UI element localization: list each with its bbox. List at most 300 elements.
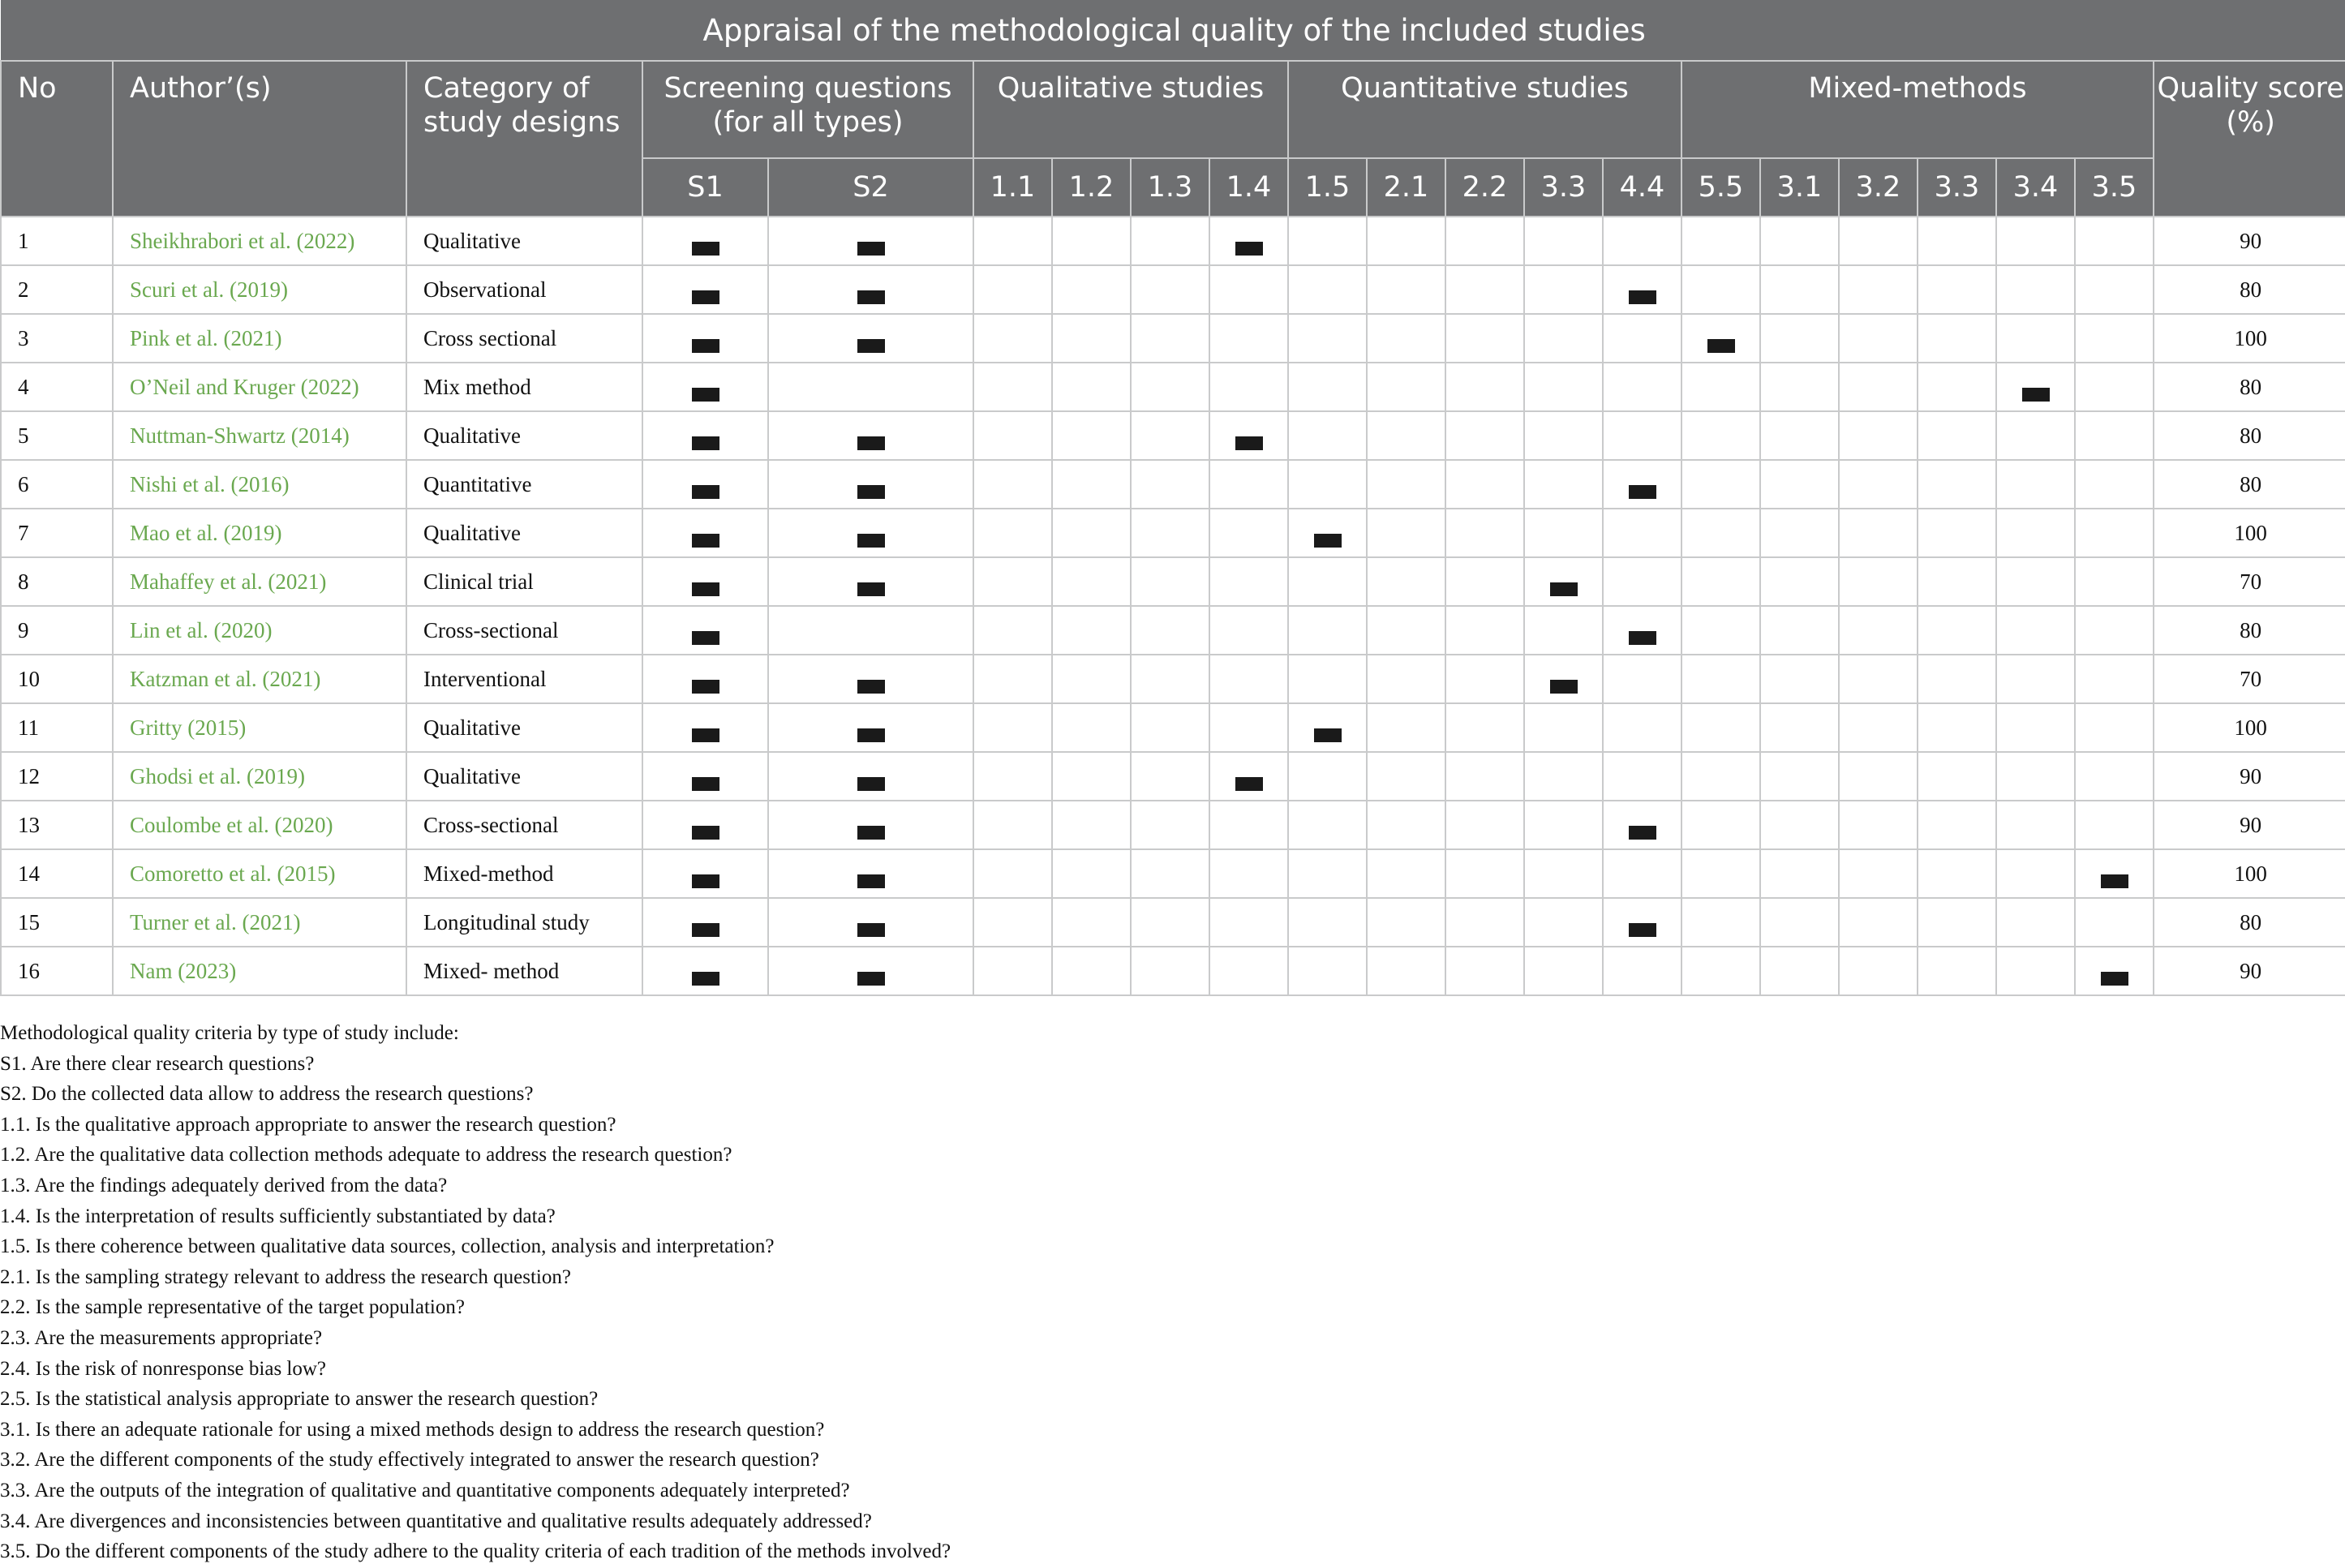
criterion-met-mark [692,631,719,645]
criterion-cell [1131,801,1209,849]
criterion-cell [1681,460,1760,509]
criterion-cell [1052,752,1131,801]
criterion-cell [1681,947,1760,995]
quality-score: 80 [2154,460,2345,509]
criterion-cell [1445,898,1524,947]
row-number: 7 [1,509,113,557]
criterion-cell [2075,557,2154,606]
criterion-cell [1760,314,1839,363]
criterion-cell [1603,265,1681,314]
criterion-cell [1288,509,1367,557]
quality-score: 100 [2154,849,2345,898]
criterion-met-mark [692,485,719,499]
quality-score: 90 [2154,947,2345,995]
criterion-cell [1839,509,1918,557]
criterion-cell [1367,363,1445,411]
criterion-cell [1367,801,1445,849]
row-number: 5 [1,411,113,460]
criterion-cell [1288,703,1367,752]
criterion-note: 2.3. Are the measurements appropriate? [0,1326,323,1349]
criterion-cell [1209,849,1288,898]
criterion-cell [1367,411,1445,460]
author-link[interactable]: O’Neil and Kruger (2022) [113,363,406,411]
criterion-cell [973,411,1052,460]
criterion-met-mark [2022,388,2050,402]
criterion-cell [768,557,973,606]
header-category: Category of study designs [406,61,642,217]
criterion-cell [973,314,1052,363]
criterion-cell [1367,314,1445,363]
subheader-5: 1.4 [1209,158,1288,217]
criterion-cell [1918,849,1996,898]
criterion-cell [1445,217,1524,265]
criterion-note: 2.4. Is the risk of nonresponse bias low? [0,1357,327,1380]
table-body [1,217,2345,995]
criterion-cell [1524,849,1603,898]
criterion-cell [1367,947,1445,995]
author-link[interactable]: Nuttman-Shwartz (2014) [113,411,406,460]
criterion-cell [1367,265,1445,314]
quality-score: 90 [2154,217,2345,265]
criterion-met-mark [692,826,719,840]
criterion-cell [1131,314,1209,363]
criterion-cell [1760,849,1839,898]
criterion-cell [1603,363,1681,411]
criterion-cell [973,265,1052,314]
criterion-cell [1681,655,1760,703]
criterion-cell [768,655,973,703]
criterion-cell [1445,655,1524,703]
criterion-cell [1445,509,1524,557]
criterion-cell [1288,947,1367,995]
criterion-cell [1839,849,1918,898]
criterion-cell [1367,849,1445,898]
subheader-16: 3.5 [2075,158,2154,217]
criterion-met-mark [2101,874,2128,888]
criterion-cell [973,363,1052,411]
criterion-cell [1918,509,1996,557]
criterion-cell [642,363,768,411]
criterion-cell [1131,557,1209,606]
author-link[interactable]: Katzman et al. (2021) [113,655,406,703]
author-link[interactable]: Coulombe et al. (2020) [113,801,406,849]
criterion-cell [768,217,973,265]
table-row [1,460,2345,509]
criterion-cell [2075,898,2154,947]
criterion-cell [1839,363,1918,411]
criterion-cell [768,265,973,314]
criterion-cell [1288,363,1367,411]
criterion-cell [1288,557,1367,606]
quality-score: 100 [2154,314,2345,363]
author-link[interactable]: Gritty (2015) [113,703,406,752]
criterion-cell [1760,557,1839,606]
criterion-cell [1760,411,1839,460]
criterion-cell [1445,363,1524,411]
criterion-cell [768,898,973,947]
criterion-cell [1052,265,1131,314]
criterion-met-mark [692,777,719,791]
criterion-cell [1839,557,1918,606]
criterion-cell [1367,606,1445,655]
author-link[interactable]: Scuri et al. (2019) [113,265,406,314]
criterion-cell [1996,363,2075,411]
criterion-cell [1996,801,2075,849]
criterion-cell [1996,898,2075,947]
table-row [1,411,2345,460]
criterion-cell [1760,606,1839,655]
criterion-cell [1681,606,1760,655]
criterion-note: 1.3. Are the findings adequately derived from the data? [0,1174,448,1196]
criterion-cell [1839,265,1918,314]
criterion-cell [1288,849,1367,898]
study-category: Interventional [406,655,642,703]
criterion-cell [768,411,973,460]
criterion-cell [1524,703,1603,752]
criterion-cell [1918,265,1996,314]
criterion-cell [1445,801,1524,849]
criterion-met-mark [857,728,885,742]
criterion-cell [1367,655,1445,703]
criterion-cell [1524,752,1603,801]
criterion-note: 3.3. Are the outputs of the integration of qualitative and quantitative components adequately interpreted? [0,1479,850,1501]
criterion-met-mark [1314,728,1342,742]
criterion-cell [1052,801,1131,849]
criterion-cell [768,460,973,509]
criterion-cell [642,217,768,265]
criterion-note: S1. Are there clear research questions? [0,1052,315,1075]
criterion-cell [1760,752,1839,801]
study-category: Mixed-method [406,849,642,898]
author-link[interactable]: Pink et al. (2021) [113,314,406,363]
criterion-cell [2075,655,2154,703]
subheader-2: 1.1 [973,158,1052,217]
criterion-cell [1603,703,1681,752]
criterion-cell [1288,314,1367,363]
criterion-cell [1603,947,1681,995]
study-category: Qualitative [406,411,642,460]
header-qualitative-studies: Qualitative studies [973,61,1288,158]
criterion-met-mark [1707,339,1735,353]
criterion-cell [1760,703,1839,752]
table-row [1,703,2345,752]
author-link[interactable]: Nam (2023) [113,947,406,995]
criterion-met-mark [857,582,885,596]
criterion-cell [1996,411,2075,460]
subheader-8: 2.2 [1445,158,1524,217]
author-link[interactable]: Nishi et al. (2016) [113,460,406,509]
criterion-cell [1209,314,1288,363]
criterion-cell [1052,460,1131,509]
table-row [1,655,2345,703]
criterion-note: 1.5. Is there coherence between qualitative data sources, collection, analysis and interpretation? [0,1235,775,1258]
criterion-cell [1131,947,1209,995]
criterion-cell [1918,411,1996,460]
criterion-cell [973,606,1052,655]
criterion-cell [768,314,973,363]
quality-score: 90 [2154,752,2345,801]
criterion-met-mark [1629,290,1656,304]
criterion-cell [1524,655,1603,703]
criterion-cell [1367,898,1445,947]
criterion-cell [1603,557,1681,606]
criterion-cell [1996,557,2075,606]
criterion-cell [1209,947,1288,995]
criterion-cell [1367,460,1445,509]
row-number: 8 [1,557,113,606]
criterion-met-mark [692,680,719,694]
criterion-cell [1131,703,1209,752]
criterion-cell [1918,606,1996,655]
criterion-cell [973,801,1052,849]
criterion-cell [1760,460,1839,509]
criterion-cell [768,363,973,411]
criterion-note: 3.4. Are divergences and inconsistencies between quantitative and qualitative results adequately addressed? [0,1510,872,1532]
criterion-cell [1052,655,1131,703]
criterion-cell [973,509,1052,557]
header-author: Author’(s) [113,61,406,217]
criterion-cell [1288,801,1367,849]
criterion-cell [1367,703,1445,752]
criterion-cell [1524,217,1603,265]
criterion-cell [1918,898,1996,947]
criterion-cell [973,947,1052,995]
criterion-met-mark [692,339,719,353]
criterion-cell [1445,557,1524,606]
criterion-note: 2.5. Is the statistical analysis appropriate to answer the research question? [0,1388,599,1411]
criterion-cell [1052,509,1131,557]
criterion-cell [1524,363,1603,411]
study-category: Mixed- method [406,947,642,995]
subheader-3: 1.2 [1052,158,1131,217]
criterion-cell [973,752,1052,801]
criterion-cell [1524,606,1603,655]
criterion-cell [1052,947,1131,995]
criterion-cell [1524,509,1603,557]
criterion-cell [1681,509,1760,557]
criterion-cell [768,849,973,898]
table-row [1,849,2345,898]
criterion-met-mark [1550,582,1578,596]
author-link[interactable]: Mao et al. (2019) [113,509,406,557]
criterion-cell [1131,363,1209,411]
criterion-cell [1209,655,1288,703]
criterion-cell [1996,509,2075,557]
criterion-met-mark [692,728,719,742]
criterion-cell [1603,509,1681,557]
criterion-cell [642,752,768,801]
criterion-cell [1681,801,1760,849]
criterion-cell [1760,801,1839,849]
criterion-cell [1367,752,1445,801]
criterion-cell [1681,411,1760,460]
criterion-cell [1839,217,1918,265]
criterion-cell [1052,557,1131,606]
table-row [1,947,2345,995]
criterion-cell [1288,898,1367,947]
criterion-cell [642,801,768,849]
criterion-cell [1760,898,1839,947]
subheader-6: 1.5 [1288,158,1367,217]
row-number: 11 [1,703,113,752]
criterion-cell [1839,411,1918,460]
subheader-7: 2.1 [1367,158,1445,217]
criterion-cell [1131,411,1209,460]
criterion-met-mark [857,972,885,986]
criterion-cell [1918,460,1996,509]
criterion-cell [1445,265,1524,314]
criterion-cell [1052,849,1131,898]
notes-intro: Methodological quality criteria by type of study include: [0,1022,459,1044]
criterion-cell [1288,752,1367,801]
criterion-cell [1839,752,1918,801]
criterion-cell [1445,606,1524,655]
table-row [1,752,2345,801]
criterion-cell [973,557,1052,606]
criterion-cell [1603,655,1681,703]
study-category: Observational [406,265,642,314]
subheader-14: 3.3 [1918,158,1996,217]
subheader-0: S1 [642,158,768,217]
criteria-notes [0,1018,2345,1567]
criterion-cell [1131,509,1209,557]
criterion-note: 3.2. Are the different components of the study effectively integrated to answer the research question? [0,1449,819,1471]
study-category: Mix method [406,363,642,411]
criterion-note: 1.4. Is the interpretation of results sufficiently substantiated by data? [0,1205,556,1227]
criterion-cell [2075,947,2154,995]
row-number: 4 [1,363,113,411]
row-number: 9 [1,606,113,655]
criterion-cell [642,509,768,557]
study-category: Longitudinal study [406,898,642,947]
criterion-met-mark [2101,972,2128,986]
criterion-met-mark [1235,242,1263,256]
author-link[interactable]: Turner et al. (2021) [113,898,406,947]
table-row [1,801,2345,849]
author-link[interactable]: Lin et al. (2020) [113,606,406,655]
criterion-cell [1603,752,1681,801]
criterion-met-mark [1629,485,1656,499]
criterion-cell [1367,217,1445,265]
criterion-cell [642,898,768,947]
criterion-cell [1445,752,1524,801]
criterion-cell [1760,363,1839,411]
criterion-cell [1052,898,1131,947]
criterion-cell [2075,363,2154,411]
criterion-met-mark [857,534,885,548]
criterion-cell [768,703,973,752]
criterion-cell [1052,411,1131,460]
criterion-met-mark [692,436,719,450]
criterion-cell [1367,509,1445,557]
criterion-cell [973,898,1052,947]
criterion-cell [973,703,1052,752]
criterion-cell [1288,606,1367,655]
criterion-cell [642,411,768,460]
quality-score: 80 [2154,898,2345,947]
criterion-cell [1524,411,1603,460]
criterion-cell [1996,217,2075,265]
quality-score: 80 [2154,411,2345,460]
row-number: 3 [1,314,113,363]
criterion-met-mark [1550,680,1578,694]
criterion-cell [1209,411,1288,460]
criterion-cell [768,509,973,557]
criterion-cell [1052,363,1131,411]
criterion-cell [1760,509,1839,557]
criterion-cell [2075,606,2154,655]
row-number: 13 [1,801,113,849]
study-category: Cross sectional [406,314,642,363]
criterion-cell [1524,265,1603,314]
author-link[interactable]: Comoretto et al. (2015) [113,849,406,898]
criterion-met-mark [857,242,885,256]
criterion-cell [1288,265,1367,314]
criterion-cell [2075,801,2154,849]
criterion-cell [1209,801,1288,849]
table-row [1,557,2345,606]
criterion-met-mark [1314,534,1342,548]
criterion-cell [1760,947,1839,995]
criterion-cell [1918,557,1996,606]
criterion-cell [642,655,768,703]
criterion-met-mark [692,534,719,548]
criterion-cell [1288,655,1367,703]
criterion-met-mark [857,339,885,353]
author-link[interactable]: Mahaffey et al. (2021) [113,557,406,606]
criterion-cell [642,557,768,606]
criterion-note: S2. Do the collected data allow to address the research questions? [0,1083,534,1106]
criterion-cell [1603,217,1681,265]
criterion-cell [1681,265,1760,314]
criterion-cell [1839,801,1918,849]
criterion-cell [642,849,768,898]
subheader-15: 3.4 [1996,158,2075,217]
author-link[interactable]: Sheikhrabori et al. (2022) [113,217,406,265]
row-number: 12 [1,752,113,801]
criterion-cell [1209,265,1288,314]
study-category: Qualitative [406,217,642,265]
study-category: Clinical trial [406,557,642,606]
criterion-cell [642,703,768,752]
criterion-met-mark [857,923,885,937]
criterion-met-mark [692,290,719,304]
criterion-cell [1603,460,1681,509]
table-title: Appraisal of the methodological quality of the included studies [1,0,2345,61]
quality-score: 70 [2154,655,2345,703]
criterion-met-mark [692,242,719,256]
row-number: 15 [1,898,113,947]
criterion-note: 2.1. Is the sampling strategy relevant to address the research question? [0,1265,571,1288]
criterion-cell [1209,703,1288,752]
criterion-cell [1996,314,2075,363]
table-row [1,314,2345,363]
criterion-met-mark [857,777,885,791]
subheader-11: 5.5 [1681,158,1760,217]
criterion-note: 3.5. Do the different components of the study adhere to the quality criteria of each tradition of the methods involved? [0,1540,951,1563]
quality-score: 80 [2154,265,2345,314]
criterion-cell [1681,703,1760,752]
criterion-cell [1445,703,1524,752]
quality-score: 80 [2154,363,2345,411]
author-link[interactable]: Ghodsi et al. (2019) [113,752,406,801]
criterion-cell [973,460,1052,509]
criterion-cell [1996,947,2075,995]
criterion-cell [1918,655,1996,703]
criterion-cell [642,314,768,363]
criterion-cell [1681,217,1760,265]
criterion-cell [1918,217,1996,265]
